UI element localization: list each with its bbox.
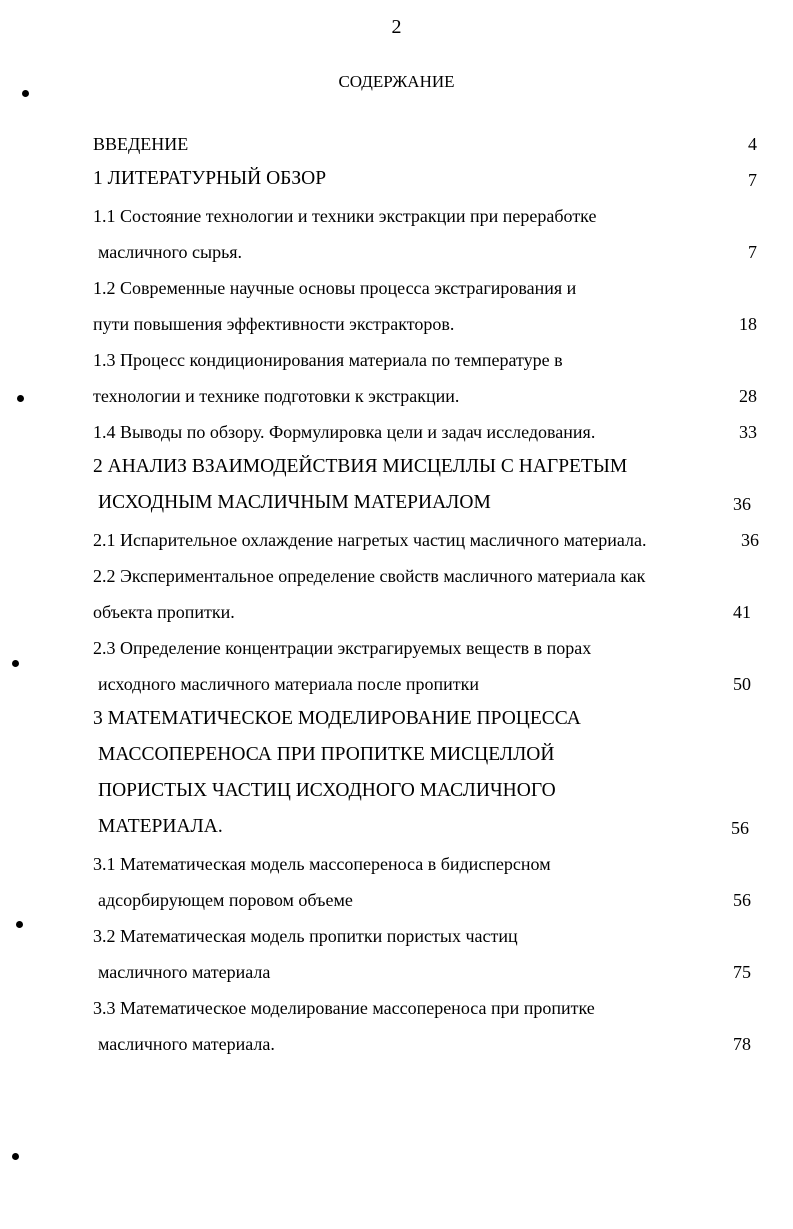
toc-line: [0, 702, 793, 738]
toc-page-number: 56: [733, 890, 751, 910]
toc-page-number: 36: [741, 530, 759, 550]
toc-page-number: 56: [731, 818, 749, 838]
toc-line: [0, 990, 793, 1026]
toc-line-text: масличного материала: [98, 962, 271, 982]
toc-page-number: 28: [739, 386, 757, 406]
page-number: 2: [391, 16, 402, 38]
toc-line: [0, 846, 793, 882]
toc-line: [0, 630, 793, 666]
toc-line: [0, 774, 793, 810]
toc-line-text: 3.3 Математическое моделирование массопереноса при пропитке: [93, 998, 595, 1018]
toc-line: [0, 126, 793, 162]
toc-line: [0, 414, 793, 450]
toc-page-number: 18: [739, 314, 757, 334]
toc-page-number: 75: [733, 962, 751, 982]
toc-line-text: 1.4 Выводы по обзору. Формулировка цели и задач исследования.: [93, 422, 596, 442]
toc-line: [0, 810, 793, 846]
toc-line: [0, 738, 793, 774]
toc-line: [0, 522, 793, 558]
toc-line-text: 1.1 Состояние технологии и техники экстракции при переработке: [93, 206, 597, 226]
toc-line-text: адсорбирующем поровом объеме: [98, 890, 353, 910]
toc-line: [0, 666, 793, 702]
toc-line-text: 3.2 Математическая модель пропитки пористых частиц: [93, 926, 518, 946]
toc-page-number: 41: [733, 602, 751, 622]
toc-line-text: масличного материала.: [98, 1034, 275, 1054]
toc-line: [0, 558, 793, 594]
toc-line-text: пути повышения эффективности экстракторов.: [93, 314, 455, 334]
toc-line: [0, 882, 793, 918]
toc-line-text: ВВЕДЕНИЕ: [93, 134, 189, 154]
toc-line-text: масличного сырья.: [98, 242, 243, 262]
toc-line: [0, 954, 793, 990]
toc-line-text: 1 ЛИТЕРАТУРНЫЙ ОБЗОР: [93, 168, 327, 189]
page-title: СОДЕРЖАНИЕ: [338, 72, 455, 91]
toc-line-text: 1.2 Современные научные основы процесса экстрагирования и: [93, 278, 577, 298]
toc-line-text: ИСХОДНЫМ МАСЛИЧНЫМ МАТЕРИАЛОМ: [98, 492, 491, 513]
toc-line-text: 2.3 Определение концентрации экстрагируемых веществ в порах: [93, 638, 592, 658]
toc-page-number: 7: [748, 170, 757, 190]
toc-page-number: 7: [748, 242, 757, 262]
toc-line-text: 3 МАТЕМАТИЧЕСКОЕ МОДЕЛИРОВАНИЕ ПРОЦЕССА: [93, 708, 581, 729]
toc-line: [0, 198, 793, 234]
toc-line-text: исходного масличного материала после пропитки: [98, 674, 479, 694]
toc-page-number: 33: [739, 422, 757, 442]
toc-line-text: 2.1 Испарительное охлаждение нагретых частиц масличного материала.: [93, 530, 647, 550]
binding-hole-mark: [22, 90, 29, 97]
table-of-contents: [0, 126, 793, 1062]
toc-page-number: 36: [733, 494, 751, 514]
toc-line-text: МАТЕРИАЛА.: [98, 816, 223, 837]
toc-page-number: 50: [733, 674, 751, 694]
toc-line-text: 1.3 Процесс кондиционирования материала по температуре в: [93, 350, 563, 370]
toc-line-text: МАССОПЕРЕНОСА ПРИ ПРОПИТКЕ МИСЦЕЛЛОЙ: [98, 744, 555, 765]
toc-line: [0, 342, 793, 378]
toc-line: [0, 306, 793, 342]
toc-line-text: 2 АНАЛИЗ ВЗАИМОДЕЙСТВИЯ МИСЦЕЛЛЫ С НАГРЕТЫМ: [93, 456, 628, 477]
toc-line: [0, 450, 793, 486]
toc-line-text: 3.1 Математическая модель массопереноса в бидисперсном: [93, 854, 551, 874]
toc-line: [0, 378, 793, 414]
toc-line-text: 2.2 Экспериментальное определение свойств масличного материала как: [93, 566, 646, 586]
toc-line-text: технологии и технике подготовки к экстракции.: [93, 386, 460, 406]
toc-page-number: 78: [733, 1034, 751, 1054]
toc-line: [0, 162, 793, 198]
toc-line: [0, 918, 793, 954]
toc-line: [0, 486, 793, 522]
toc-line: [0, 270, 793, 306]
toc-line: [0, 594, 793, 630]
toc-line-text: ПОРИСТЫХ ЧАСТИЦ ИСХОДНОГО МАСЛИЧНОГО: [98, 780, 556, 801]
toc-page-number: 4: [748, 134, 757, 154]
toc-line: [0, 234, 793, 270]
binding-hole-mark: [12, 1153, 19, 1160]
toc-line-text: объекта пропитки.: [93, 602, 235, 622]
toc-line: [0, 1026, 793, 1062]
